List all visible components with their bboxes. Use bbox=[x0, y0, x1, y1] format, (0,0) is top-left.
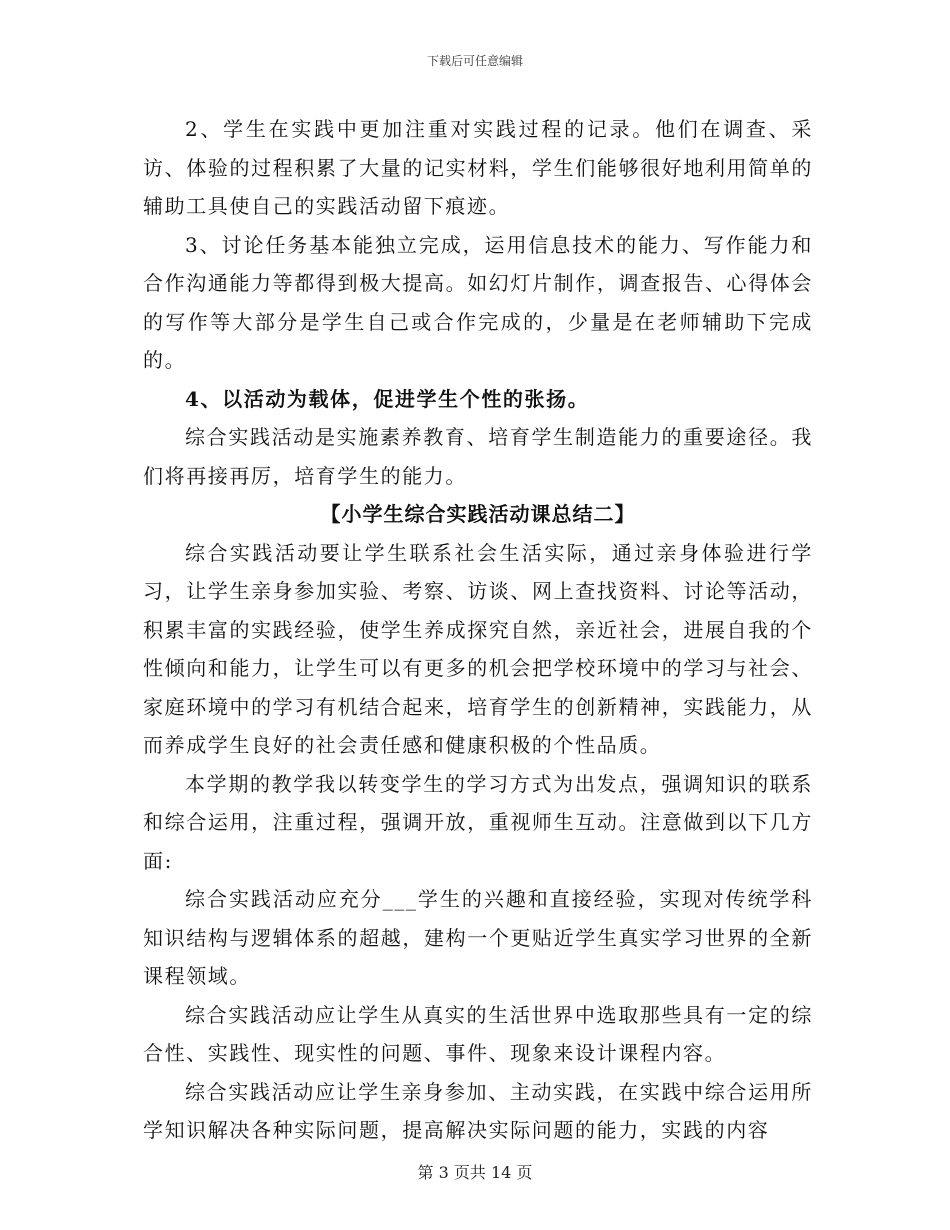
paragraph-quality-education: 综合实践活动是实施素养教育、培育学生制造能力的重要途径。我们将再接再厉，培育学生的能力。 bbox=[143, 425, 813, 488]
paragraph-record-keeping: 2、学生在实践中更加注重对实践过程的记录。他们在调查、采访、体验的过程积累了大量的记实材料，学生们能够很好地利用简单的辅助工具使自己的实践活动留下痕迹。 bbox=[143, 117, 813, 218]
paragraph-active-practice: 综合实践活动应让学生亲身参加、主动实践，在实践中综合运用所学知识解决各种实际问题，提高解决实际问题的能力，实践的内容 bbox=[143, 1079, 813, 1142]
paragraph-student-interest: 综合实践活动应充分___学生的兴趣和直接经验，实现对传统学科知识结构与逻辑体系的超越，建构一个更贴近学生真实学习世界的全新课程领域。 bbox=[143, 887, 813, 988]
page-number: 第 3 页共 14 页 bbox=[417, 1163, 533, 1182]
section-title: 【小学生综合实践活动课总结二】 bbox=[320, 502, 636, 526]
paragraph-teaching-approach: 本学期的教学我以转变学生的学习方式为出发点，强调知识的联系和综合运用，注重过程，强调开放，重视师生互动。注意做到以下几方面: bbox=[143, 771, 813, 873]
paragraph-real-world-topics: 综合实践活动应让学生从真实的生活世界中选取那些具有一定的综合性、实践性、现实性的问题、事件、现象来设计课程内容。 bbox=[143, 1002, 813, 1065]
page-header: 下载后可任意编辑 bbox=[426, 54, 523, 68]
subheading-activity-carrier: 4、以活动为载体，促进学生个性的张扬。 bbox=[185, 386, 590, 411]
paragraph-discussion-tasks: 3、讨论任务基本能独立完成，运用信息技术的能力、写作能力和合作沟通能力等都得到极大提高。如幻灯片制作，调查报告、心得体会的写作等大部分是学生自己或合作完成的，少量是在老师辅助下完成的。 bbox=[143, 232, 813, 372]
document-body bbox=[143, 110, 813, 1150]
paragraph-social-practice: 综合实践活动要让学生联系社会生活实际，通过亲身体验进行学习，让学生亲身参加实验、考察、访谈、网上查找资料、讨论等活动，积累丰富的实践经验，使学生养成探究自然，亲近社会，进展自我的个性倾向和能力，让学生可以有更多的机会把学校环境中的学习与社会、家庭环境中的学习有机结合起来，培育学生的创新精神，实践能力，从而养成学生良好的社会责任感和健康积极的个性品质。 bbox=[143, 540, 813, 757]
